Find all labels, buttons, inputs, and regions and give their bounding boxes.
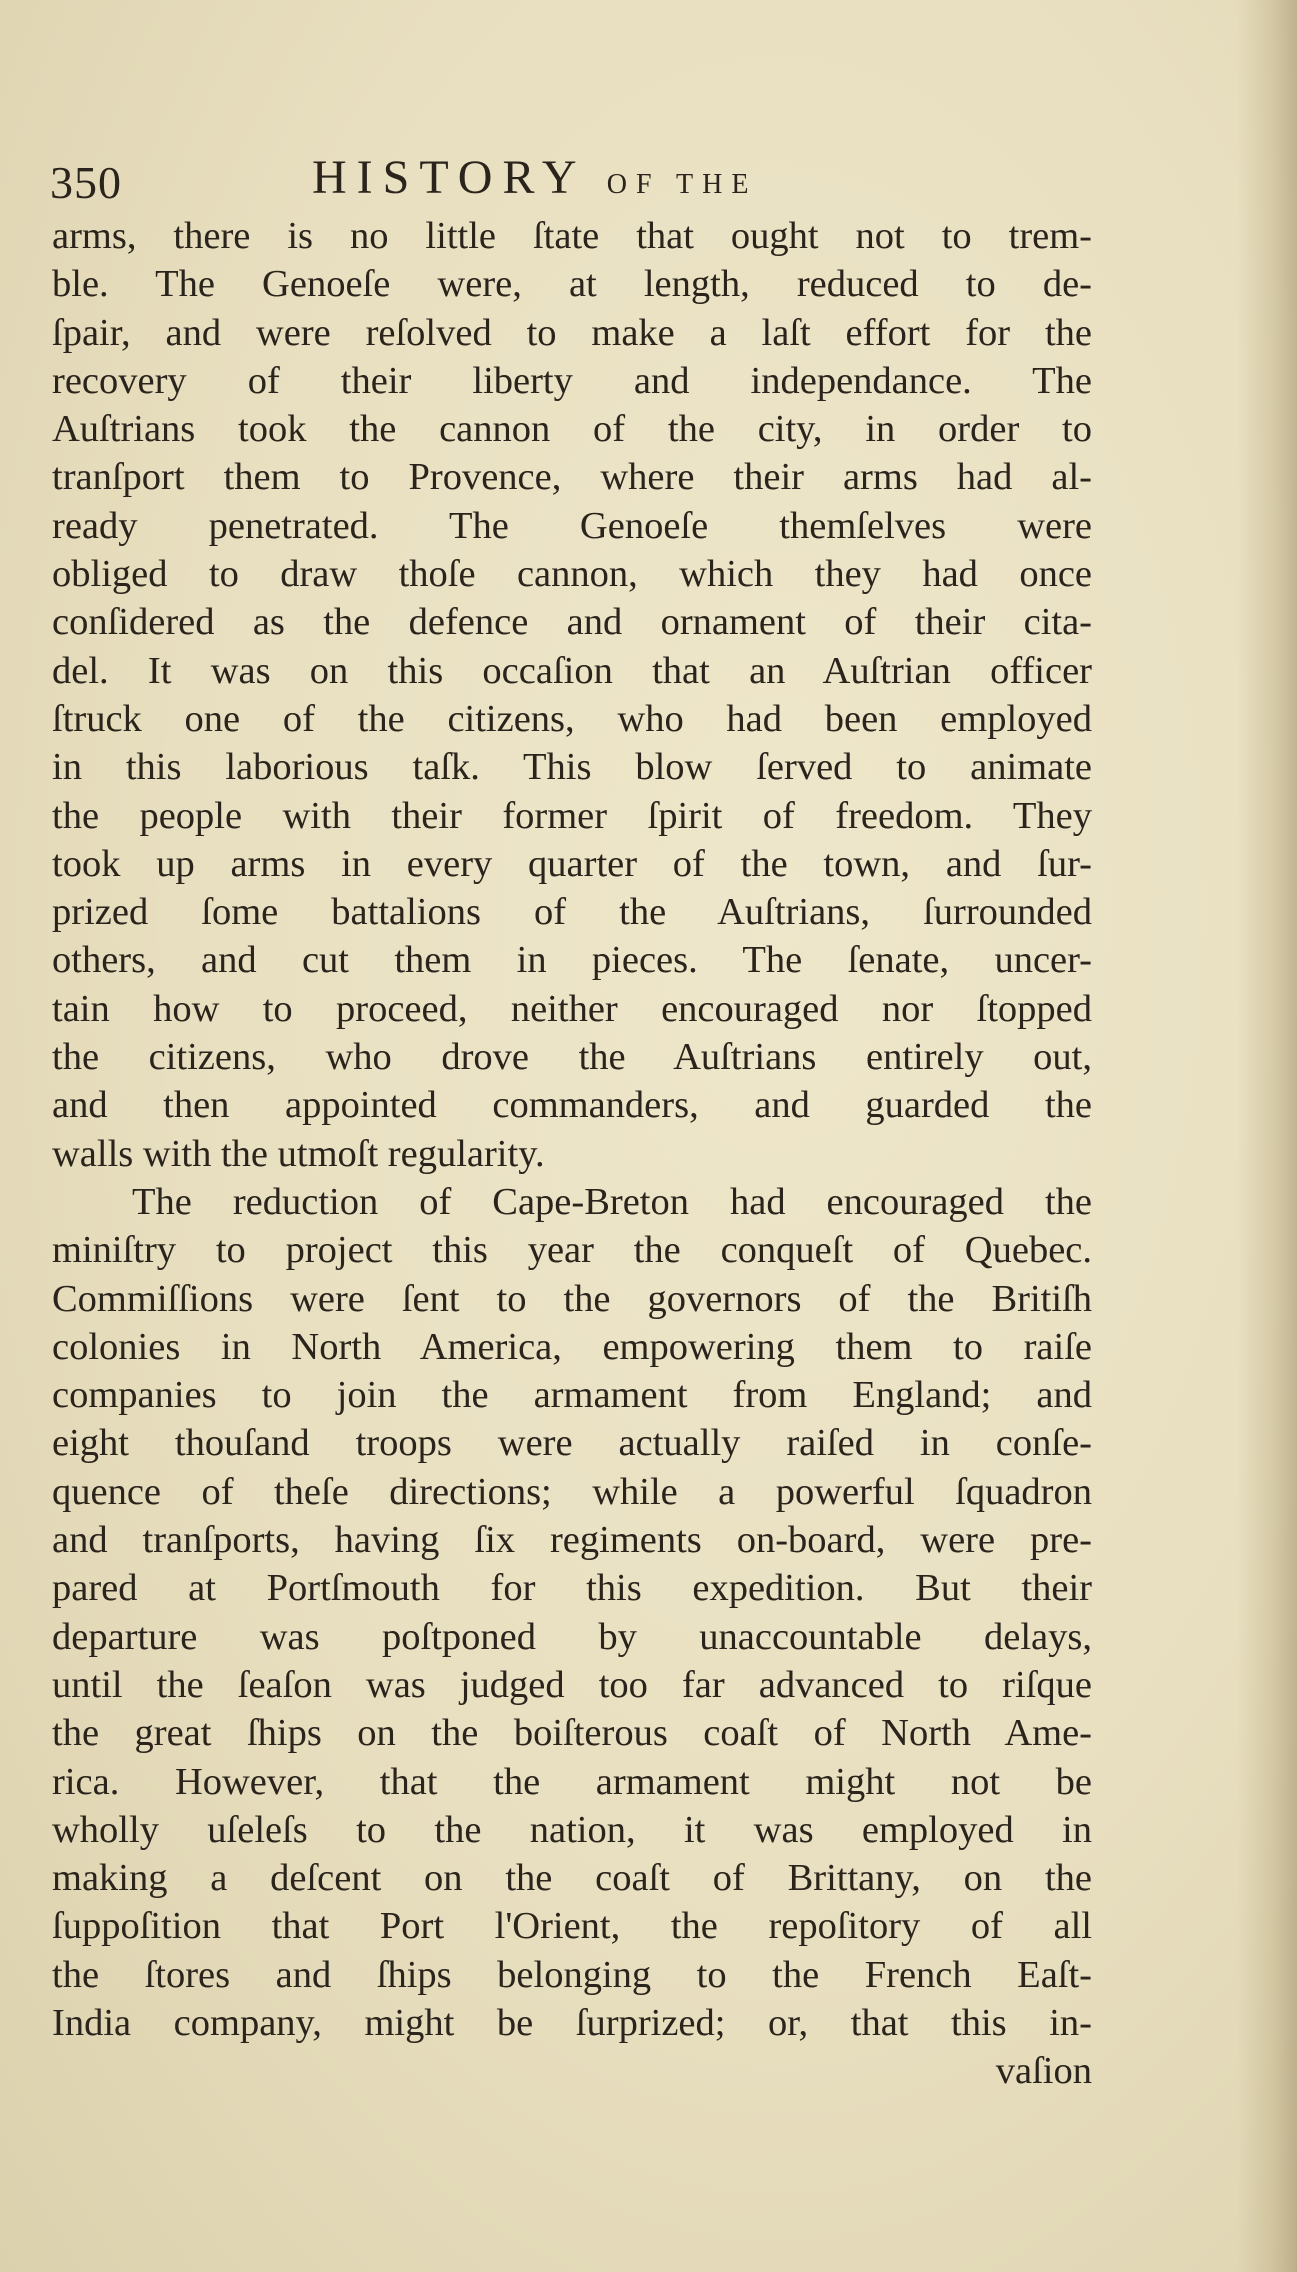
text-line: tranſport them to Provence, where their arms had al- <box>52 456 1092 499</box>
page-number: 350 <box>50 157 122 208</box>
text-line: pared at Portſmouth for this expedition. But their <box>52 1567 1092 1610</box>
text-line: took up arms in every quarter of the town, and ſur- <box>52 842 1092 885</box>
text-line: companies to join the armament from England; and <box>52 1374 1092 1417</box>
text-line: conſidered as the defence and ornament of their cita- <box>52 601 1092 644</box>
text-line: tain how to proceed, neither encouraged nor ſtopped <box>52 987 1092 1030</box>
text-line: the ſtores and ſhips belonging to the French Eaſt- <box>52 1953 1092 1996</box>
page-header <box>50 150 1150 220</box>
text-line: eight thouſand troops were actually raiſed in conſe- <box>52 1422 1092 1465</box>
text-line: and tranſports, having ſix regiments on-board, were pre- <box>52 1519 1092 1562</box>
text-line: making a deſcent on the coaſt of Brittany, on the <box>52 1857 1092 1900</box>
text-line: quence of theſe directions; while a powerful ſquadron <box>52 1470 1092 1513</box>
text-line: del. It was on this occaſion that an Auſtrian officer <box>52 649 1092 692</box>
text-line: obliged to draw thoſe cannon, which they had once <box>52 553 1092 596</box>
text-line: ſuppoſition that Port l'Orient, the repoſitory of all <box>52 1905 1092 1948</box>
running-head <box>312 150 757 205</box>
text-line: Commiſſions were ſent to the governors of the Britiſh <box>52 1277 1092 1320</box>
text-line: the great ſhips on the boiſterous coaſt of North Ame- <box>52 1712 1092 1755</box>
running-head-main: HISTORY <box>312 151 585 204</box>
text-line: until the ſeaſon was judged too far advanced to riſque <box>52 1663 1092 1706</box>
body-text <box>52 212 1092 2096</box>
text-line: in this laborious taſk. This blow ſerved to animate <box>52 746 1092 789</box>
text-line: recovery of their liberty and independance. The <box>52 359 1092 402</box>
text-line: departure was poſtponed by unaccountable delays, <box>52 1615 1092 1658</box>
text-line: the citizens, who drove the Auſtrians entirely out, <box>52 1036 1092 1079</box>
paragraph-end-line: walls with the utmoſt regularity. <box>52 1132 545 1175</box>
text-line: ready penetrated. The Genoeſe themſelves were <box>52 504 1092 547</box>
paragraph-start-line: The reduction of Cape-Breton had encouraged the <box>132 1180 1092 1223</box>
running-head-small: OF THE <box>606 169 758 200</box>
text-line: arms, there is no little ſtate that ought not to trem- <box>52 215 1092 257</box>
text-line: the people with their former ſpirit of freedom. They <box>52 794 1092 837</box>
text-line: ſpair, and were reſolved to make a laſt effort for the <box>52 311 1092 354</box>
text-line: and then appointed commanders, and guarded the <box>52 1084 1092 1127</box>
text-line: rica. However, that the armament might not be <box>52 1760 1092 1803</box>
text-line: miniſtry to project this year the conqueſt of Quebec. <box>52 1229 1092 1272</box>
text-line: Auſtrians took the cannon of the city, in order to <box>52 408 1092 451</box>
text-line: others, and cut them in pieces. The ſenate, uncer- <box>52 939 1092 982</box>
text-line: ſtruck one of the citizens, who had been employed <box>52 697 1092 740</box>
text-line: wholly uſeleſs to the nation, it was employed in <box>52 1808 1092 1851</box>
text-line: ble. The Genoeſe were, at length, reduced to de- <box>52 263 1092 306</box>
catchword: vaſion <box>995 2050 1092 2093</box>
text-line: prized ſome battalions of the Auſtrians, ſurrounded <box>52 891 1092 934</box>
text-line: India company, might be ſurprized; or, that this in- <box>52 2001 1092 2044</box>
page-edge-shadow <box>1237 0 1297 2272</box>
text-line: colonies in North America, empowering them to raiſe <box>52 1325 1092 1368</box>
